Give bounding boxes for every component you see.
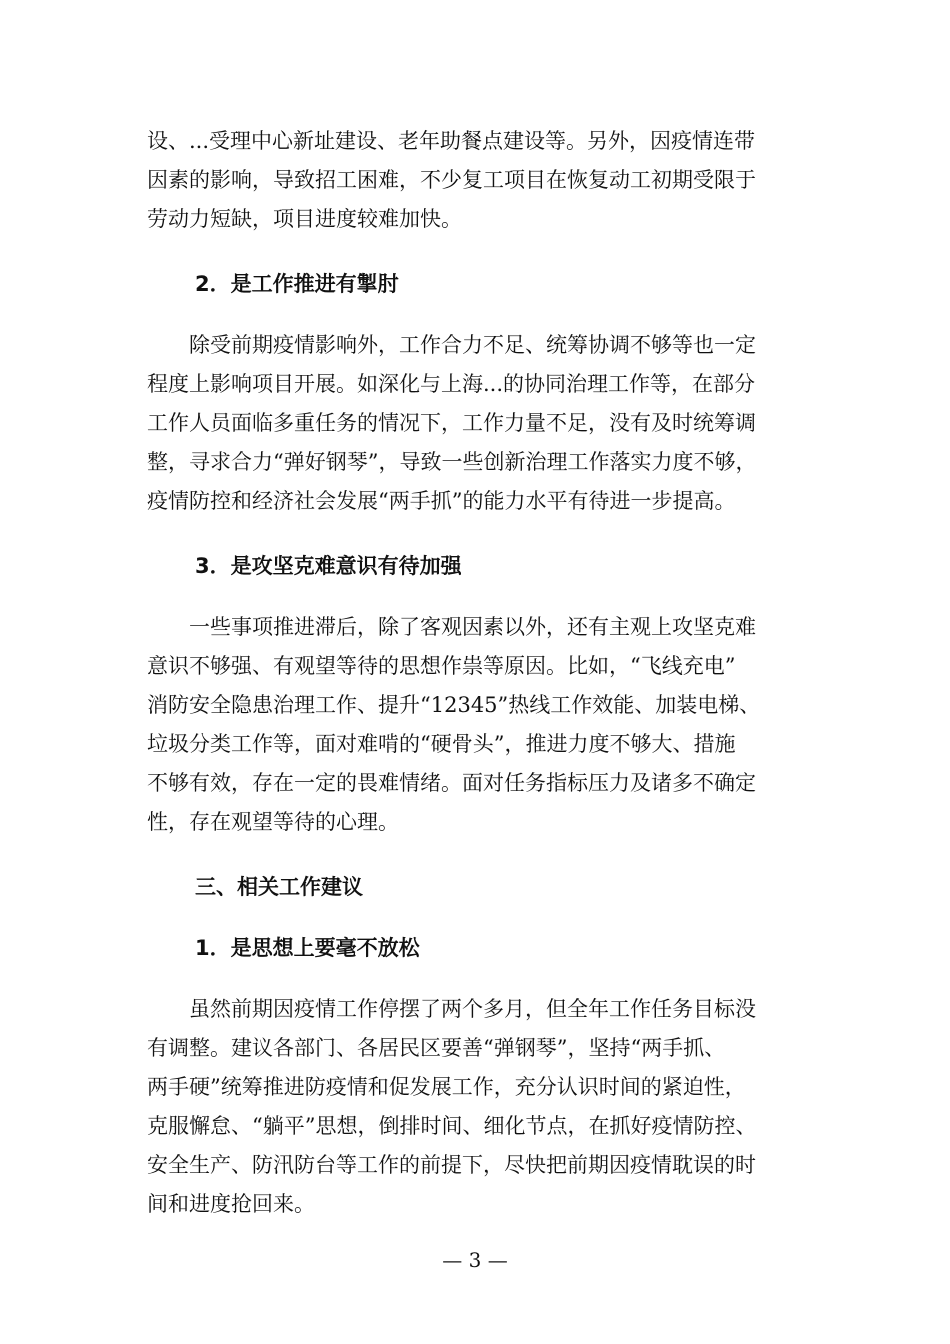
text-line: 不够有效，存在一定的畏难情绪。面对任务指标压力及诸多不确定 <box>147 771 756 795</box>
text-line: 克服懈怠、“躺平”思想，倒排时间、细化节点，在抓好疫情防控、 <box>147 1114 757 1138</box>
text-line: 除受前期疫情影响外，工作合力不足、统筹协调不够等也一定 <box>189 333 756 357</box>
paragraph-mindset <box>147 990 807 1224</box>
text-line: 安全生产、防汛防台等工作的前提下，尽快把前期因疫情耽误的时 <box>147 1153 756 1177</box>
text-line: 虽然前期因疫情工作停摆了两个多月，但全年工作任务目标没 <box>189 997 756 1021</box>
text-line: 劳动力短缺，项目进度较难加快。 <box>147 207 462 231</box>
paragraph-work-constraints <box>147 326 807 521</box>
text-line: 设、...受理中心新址建设、老年助餐点建设等。另外，因疫情连带 <box>147 129 756 153</box>
page-number: — 3 — <box>442 1248 508 1272</box>
text-line: 意识不够强、有观望等待的思想作祟等原因。比如，“飞线充电” <box>147 654 736 678</box>
text-line: 工作人员面临多重任务的情况下，工作力量不足，没有及时统筹调 <box>147 411 756 435</box>
paragraph-continued <box>147 122 807 239</box>
text-line: 有调整。建议各部门、各居民区要善“弹钢琴”，坚持“两手抓、 <box>147 1036 726 1060</box>
text-line: 疫情防控和经济社会发展“两手抓”的能力水平有待进一步提高。 <box>147 489 736 513</box>
text-line: 整，寻求合力“弹好钢琴”，导致一些创新治理工作落实力度不够， <box>147 450 757 474</box>
text-line: 因素的影响，导致招工困难，不少复工项目在恢复动工初期受限于 <box>147 168 756 192</box>
text-line: 消防安全隐患治理工作、提升“12345”热线工作效能、加装电梯、 <box>147 693 761 717</box>
subheading-work-constraints: 2．是工作推进有掣肘 <box>195 272 399 296</box>
text-line: 程度上影响项目开展。如深化与上海...的协同治理工作等，在部分 <box>147 372 756 396</box>
text-line: 垃圾分类工作等，面对难啃的“硬骨头”，推进力度不够大、措施 <box>147 732 736 756</box>
text-line: 一些事项推进滞后，除了客观因素以外，还有主观上攻坚克难 <box>189 615 756 639</box>
text-line: 两手硬”统筹推进防疫情和促发展工作，充分认识时间的紧迫性， <box>147 1075 746 1099</box>
text-line: 间和进度抢回来。 <box>147 1192 315 1216</box>
section-heading-suggestions: 三、相关工作建议 <box>195 875 363 899</box>
paragraph-tackling-difficulties <box>147 608 807 842</box>
document-body <box>147 122 807 1224</box>
subheading-mindset: 1．是思想上要毫不放松 <box>195 936 420 960</box>
text-line: 性，存在观望等待的心理。 <box>147 810 399 834</box>
subheading-tackling-difficulties: 3．是攻坚克难意识有待加强 <box>195 554 462 578</box>
